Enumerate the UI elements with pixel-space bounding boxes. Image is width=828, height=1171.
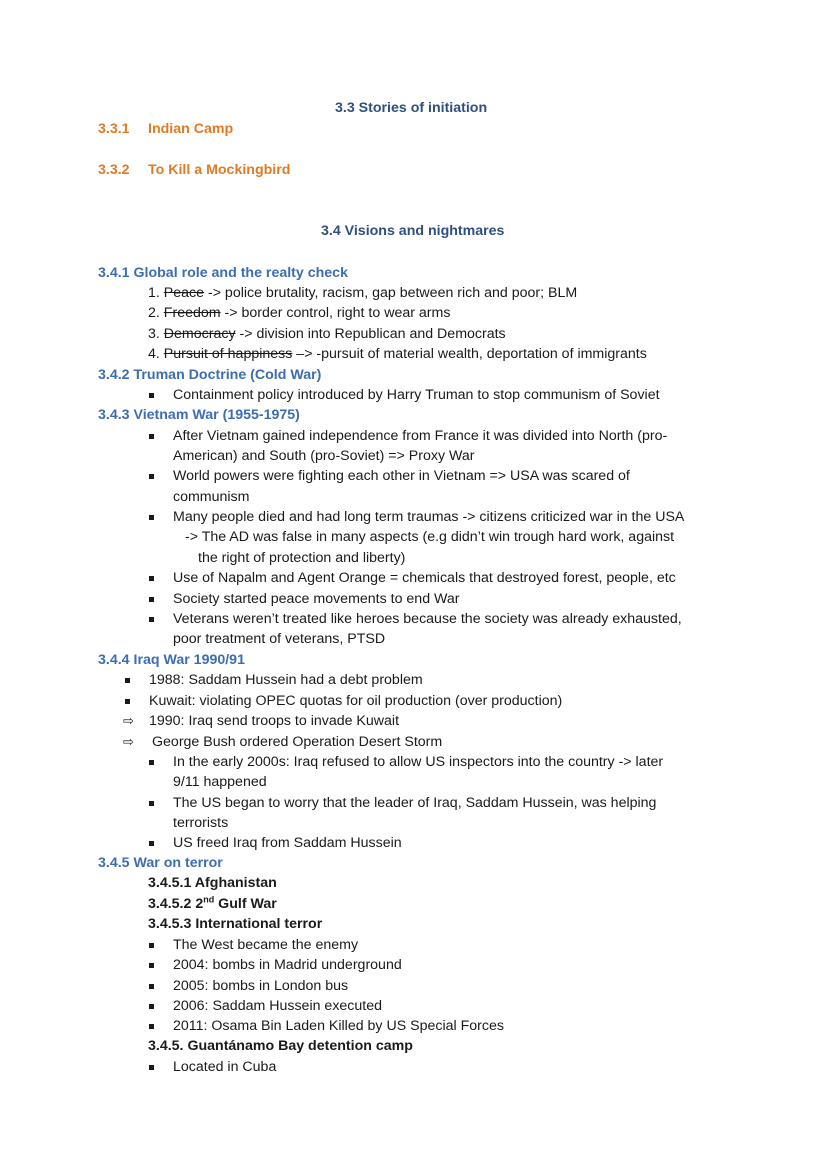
list-item: 2005: bombs in London bus <box>173 978 349 994</box>
section-3-3-title: 3.3 Stories of initiation <box>335 100 488 116</box>
bullet-icon <box>149 801 154 806</box>
list-item: The US began to worry that the leader of Iraq, Saddam Hussein, was helping <box>173 795 657 811</box>
bullet-icon <box>149 841 154 846</box>
bullet-icon <box>149 434 154 439</box>
list-item: After Vietnam gained independence from France it was divided into North (pro- <box>173 428 668 444</box>
list-item-continuation: poor treatment of veterans, PTSD <box>173 631 386 647</box>
arrow-right-icon: ⇨ <box>123 734 134 749</box>
list-item: Society started peace movements to end War <box>173 591 460 607</box>
list-item: 2004: bombs in Madrid underground <box>173 957 402 973</box>
list-item: 2011: Osama Bin Laden Killed by US Special Forces <box>173 1018 504 1034</box>
list-item-continuation: -> The AD was false in many aspects (e.g didn’t win trough hard work, against <box>185 529 675 545</box>
heading-3-4-2: 3.4.2 Truman Doctrine (Cold War) <box>98 367 322 383</box>
heading-3-4-1: 3.4.1 Global role and the realty check <box>98 265 348 281</box>
bullet-icon <box>149 474 154 479</box>
list-item-continuation: 9/11 happened <box>173 774 267 790</box>
bullet-icon <box>149 1065 154 1070</box>
list-item: 2006: Saddam Hussein executed <box>173 998 383 1014</box>
list-item-continuation: American) and South (pro-Soviet) => Proxy War <box>173 448 475 464</box>
list-item: 4. Pursuit of happiness –> -pursuit of material wealth, deportation of immigrants <box>148 346 647 362</box>
heading-3-3-2-title: To Kill a Mockingbird <box>148 162 291 178</box>
heading-3-3-2-number: 3.3.2 <box>98 162 130 178</box>
list-item: Kuwait: violating OPEC quotas for oil production (over production) <box>149 693 563 709</box>
bullet-icon <box>149 984 154 989</box>
heading-3-4-5-1: 3.4.5.1 Afghanistan <box>148 875 277 891</box>
heading-3-4-4: 3.4.4 Iraq War 1990/91 <box>98 652 245 668</box>
list-item: Veterans weren’t treated like heroes because the society was already exhausted, <box>173 611 682 627</box>
bullet-icon <box>149 515 154 520</box>
list-item: In the early 2000s: Iraq refused to allow US inspectors into the country -> later <box>173 754 664 770</box>
bullet-icon <box>149 576 154 581</box>
heading-3-3-1-title: Indian Camp <box>148 121 234 137</box>
bullet-icon <box>149 943 154 948</box>
list-item: Many people died and had long term traumas -> citizens criticized war in the USA <box>173 509 685 525</box>
heading-3-4-5: 3.4.5 War on terror <box>98 855 223 871</box>
list-item-continuation: terrorists <box>173 815 229 831</box>
list-item: 1990: Iraq send troops to invade Kuwait <box>149 713 400 729</box>
bullet-icon <box>149 617 154 622</box>
bullet-icon <box>149 760 154 765</box>
list-item: The West became the enemy <box>173 937 359 953</box>
list-item: US freed Iraq from Saddam Hussein <box>173 835 402 851</box>
bullet-icon <box>149 597 154 602</box>
bullet-icon <box>149 1024 154 1029</box>
heading-3-4-5-guantanamo: 3.4.5. Guantánamo Bay detention camp <box>148 1038 413 1054</box>
heading-3-4-5-3: 3.4.5.3 International terror <box>148 916 323 932</box>
list-item: World powers were fighting each other in Vietnam => USA was scared of <box>173 468 630 484</box>
section-3-4-title: 3.4 Visions and nightmares <box>321 223 505 239</box>
bullet-icon <box>125 678 130 683</box>
list-item: Located in Cuba <box>173 1059 277 1075</box>
bullet-icon <box>149 1004 154 1009</box>
bullet-icon <box>149 963 154 968</box>
heading-3-4-3: 3.4.3 Vietnam War (1955-1975) <box>98 407 300 423</box>
bullet-icon <box>125 699 130 704</box>
heading-3-3-1-number: 3.3.1 <box>98 121 130 137</box>
list-item: 1. Peace -> police brutality, racism, gap between rich and poor; BLM <box>148 285 578 301</box>
heading-3-4-5-2: 3.4.5.2 2nd Gulf War <box>148 894 277 912</box>
list-item: 1988: Saddam Hussein had a debt problem <box>149 672 423 688</box>
list-item: Containment policy introduced by Harry Truman to stop communism of Soviet <box>173 387 660 403</box>
arrow-right-icon: ⇨ <box>123 713 134 728</box>
bullet-icon <box>149 393 154 398</box>
list-item: George Bush ordered Operation Desert Storm <box>152 734 443 750</box>
list-item: 3. Democracy -> division into Republican and Democrats <box>148 326 506 342</box>
list-item-continuation: communism <box>173 489 250 505</box>
list-item: Use of Napalm and Agent Orange = chemicals that destroyed forest, people, etc <box>173 570 676 586</box>
list-item: 2. Freedom -> border control, right to wear arms <box>148 305 451 321</box>
list-item-continuation: the right of protection and liberty) <box>198 550 406 566</box>
